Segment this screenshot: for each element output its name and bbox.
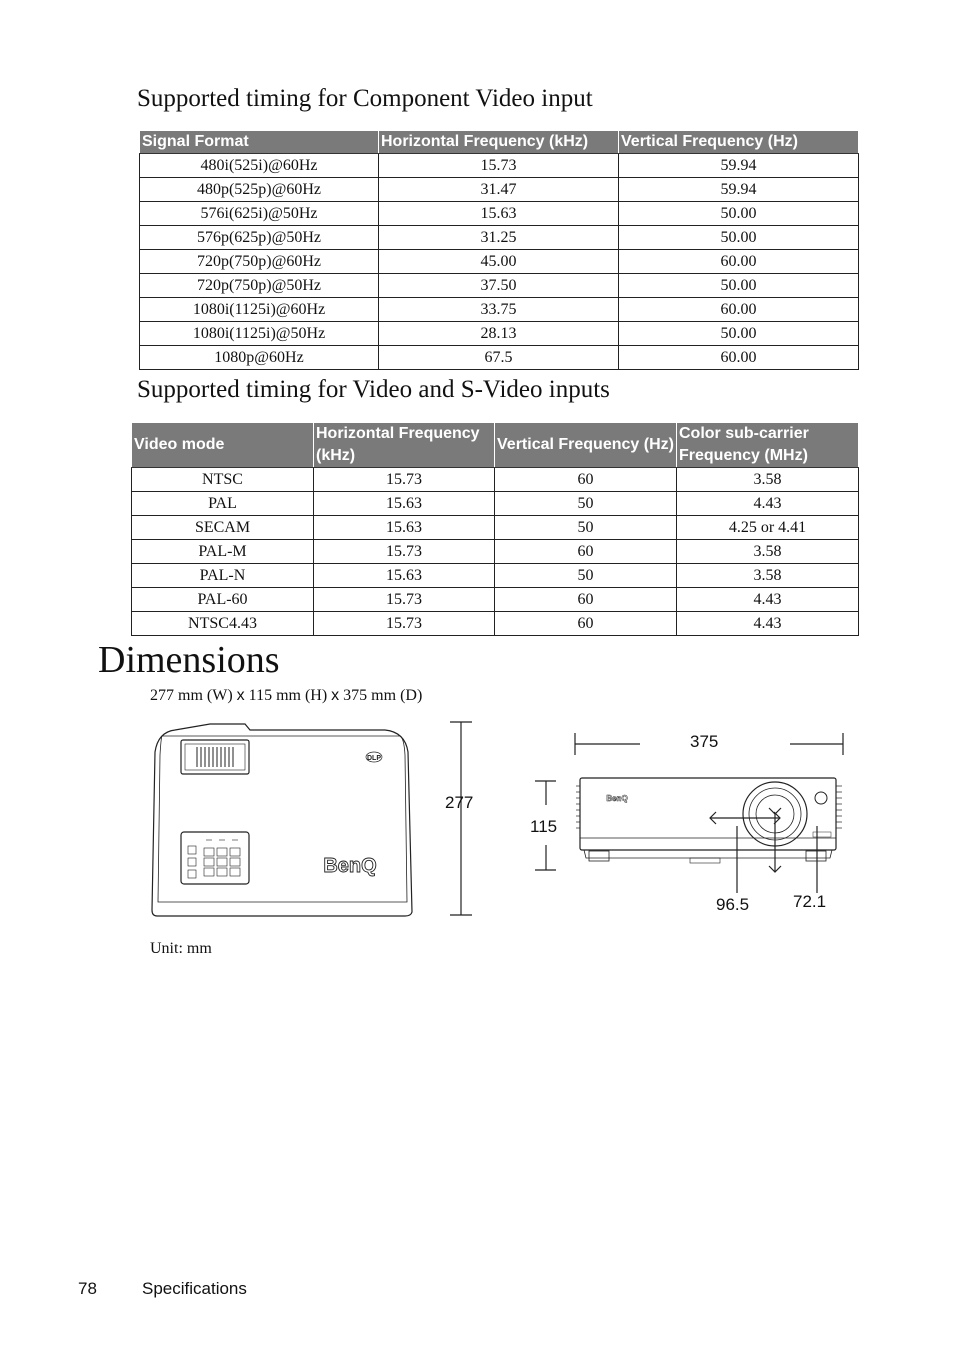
table-cell: 59.94 <box>619 154 859 178</box>
table-cell: 50.00 <box>619 202 859 226</box>
table-cell: 15.73 <box>314 540 495 564</box>
table-cell: 31.25 <box>379 226 619 250</box>
table-cell: PAL <box>132 492 314 516</box>
table-cell: 576i(625i)@50Hz <box>140 202 379 226</box>
table-cell: 1080i(1125i)@50Hz <box>140 322 379 346</box>
table-cell: 1080p@60Hz <box>140 346 379 370</box>
depth-dimension-label: 375 <box>690 732 719 751</box>
projector-front-view <box>576 778 842 863</box>
table-cell: 4.25 or 4.41 <box>677 516 859 540</box>
table-cell: 15.73 <box>314 588 495 612</box>
dimensions-heading: Dimensions <box>98 639 280 681</box>
table-cell: SECAM <box>132 516 314 540</box>
table-cell: 576p(625p)@50Hz <box>140 226 379 250</box>
video-svideo-heading: Supported timing for Video and S-Video inputs <box>137 376 610 403</box>
unit-note: Unit: mm <box>150 940 212 957</box>
separator: x <box>236 687 245 704</box>
table-cell: 60 <box>495 468 677 492</box>
column-header: Signal Format <box>140 131 379 154</box>
table-cell: 1080i(1125i)@60Hz <box>140 298 379 322</box>
table-cell: 4.43 <box>677 612 859 636</box>
table-cell: 60 <box>495 540 677 564</box>
table-cell: 15.63 <box>379 202 619 226</box>
table-cell: 60.00 <box>619 250 859 274</box>
table-cell: 28.13 <box>379 322 619 346</box>
benq-logo: BenQ <box>323 855 377 877</box>
projector-top-view <box>152 724 412 916</box>
column-header: Horizontal Frequency (kHz) <box>379 131 619 154</box>
table-cell: NTSC <box>132 468 314 492</box>
benq-logo-small: BenQ <box>606 794 628 803</box>
table-cell: 50.00 <box>619 274 859 298</box>
table-cell: 50.00 <box>619 322 859 346</box>
table-cell: 4.43 <box>677 492 859 516</box>
depth-value: 375 mm (D) <box>343 687 423 704</box>
width-dimension-line <box>450 722 472 915</box>
vent-grille <box>197 747 233 767</box>
height-value: 115 mm (H) <box>248 687 328 704</box>
table-cell: 3.58 <box>677 468 859 492</box>
table-cell: 15.63 <box>314 492 495 516</box>
width-dimension-label: 277 <box>445 793 474 812</box>
table-cell: 720p(750p)@60Hz <box>140 250 379 274</box>
separator: x <box>331 687 340 704</box>
table-cell: 720p(750p)@50Hz <box>140 274 379 298</box>
table-cell: 33.75 <box>379 298 619 322</box>
component-video-heading: Supported timing for Component Video input <box>137 85 593 112</box>
table-cell: PAL-M <box>132 540 314 564</box>
dlp-logo: DLP <box>367 755 381 762</box>
table-cell: 50 <box>495 564 677 588</box>
width-value: 277 mm (W) <box>150 687 233 704</box>
table-cell: 59.94 <box>619 178 859 202</box>
footer-section-name: Specifications <box>142 1279 247 1298</box>
table-cell: PAL-N <box>132 564 314 588</box>
table-cell: 3.58 <box>677 564 859 588</box>
table-cell: 50.00 <box>619 226 859 250</box>
height-dimension-label: 115 <box>530 817 558 836</box>
column-header: Color sub-carrier Frequency (MHz) <box>677 423 859 468</box>
table-cell: 50 <box>495 516 677 540</box>
column-header: Horizontal Frequency (kHz) <box>314 423 495 468</box>
column-header: Video mode <box>132 423 314 468</box>
table-cell: 480p(525p)@60Hz <box>140 178 379 202</box>
table-cell: 15.63 <box>314 564 495 588</box>
table-cell: 50 <box>495 492 677 516</box>
table-cell: 15.73 <box>314 612 495 636</box>
table-cell: 67.5 <box>379 346 619 370</box>
table-cell: 4.43 <box>677 588 859 612</box>
column-header: Vertical Frequency (Hz) <box>495 423 677 468</box>
lens-offset-label: 96.5 <box>716 895 750 914</box>
table-cell: 15.73 <box>314 468 495 492</box>
table-cell: 37.50 <box>379 274 619 298</box>
table-cell: PAL-60 <box>132 588 314 612</box>
lens-height-label: 72.1 <box>793 892 827 911</box>
column-header: Vertical Frequency (Hz) <box>619 131 859 154</box>
table-cell: 60 <box>495 588 677 612</box>
table-cell: 31.47 <box>379 178 619 202</box>
table-cell: 480i(525i)@60Hz <box>140 154 379 178</box>
table-cell: 60.00 <box>619 346 859 370</box>
table-cell: 3.58 <box>677 540 859 564</box>
table-cell: 15.73 <box>379 154 619 178</box>
control-buttons <box>188 840 240 878</box>
page-number: 78 <box>78 1279 97 1298</box>
table-cell: 45.00 <box>379 250 619 274</box>
table-cell: 60.00 <box>619 298 859 322</box>
table-cell: 60 <box>495 612 677 636</box>
table-cell: NTSC4.43 <box>132 612 314 636</box>
table-cell: 15.63 <box>314 516 495 540</box>
